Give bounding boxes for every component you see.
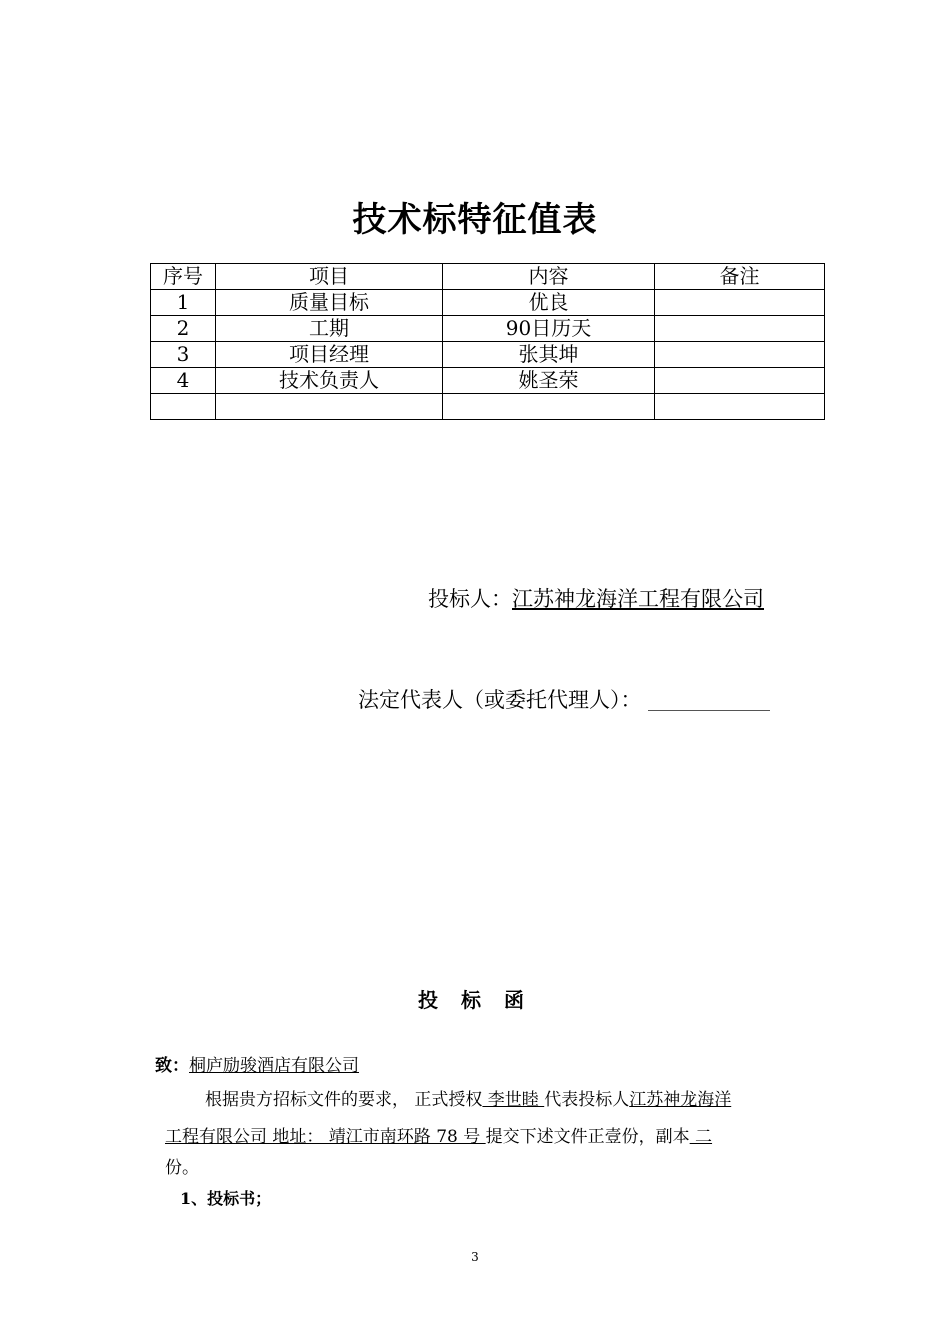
table-row: [151, 394, 825, 420]
header-cell-remarks: 备注: [655, 264, 825, 290]
paragraph-line-2: [165, 1122, 712, 1147]
table-cell: 优良: [443, 290, 655, 316]
header-cell-index: 序号: [151, 264, 216, 290]
header-cell-content: 内容: [443, 264, 655, 290]
copies-count: 二: [689, 1127, 713, 1147]
bidder-line: [428, 583, 764, 613]
table-row: [151, 316, 825, 342]
to-label: 致：: [155, 1056, 189, 1076]
text-run: 提交下述文件正壹份，副本: [485, 1127, 690, 1147]
table-header-row: [151, 264, 825, 290]
table-cell: 质量目标: [216, 290, 443, 316]
table-cell: [655, 316, 825, 342]
table-cell: [216, 394, 443, 420]
table-cell: [655, 394, 825, 420]
table-cell: [655, 342, 825, 368]
paragraph-line-1: [205, 1085, 731, 1110]
table-cell: 1: [151, 290, 216, 316]
table-cell: 项目经理: [216, 342, 443, 368]
company-name-part1: 江苏神龙海洋: [629, 1090, 732, 1110]
table-cell: 工期: [216, 316, 443, 342]
company-name-part2: 工程有限公司 地址： 靖江市南环路 78 号: [165, 1127, 486, 1147]
table-cell: 90日历天: [443, 316, 655, 342]
table-cell: 张其坤: [443, 342, 655, 368]
page-number: 3: [471, 1250, 479, 1264]
letter-title: 投 标 函: [418, 988, 532, 1012]
table-cell: [655, 290, 825, 316]
signature-blank: [648, 692, 770, 711]
authorized-agent: 李世睦: [482, 1090, 545, 1110]
table-row: [151, 368, 825, 394]
page-title: 技术标特征值表: [352, 200, 598, 240]
table-cell: 姚圣荣: [443, 368, 655, 394]
text-run: 代表投标人: [544, 1090, 630, 1110]
table-cell: 技术负责人: [216, 368, 443, 394]
table-cell: 4: [151, 368, 216, 394]
addressee-line: [155, 1051, 359, 1076]
table-cell: 2: [151, 316, 216, 342]
bidder-label: 投标人：: [428, 587, 512, 611]
feature-table: [150, 263, 825, 420]
text-run: 根据贵方招标文件的要求， 正式授权: [205, 1090, 483, 1110]
to-name: 桐庐励骏酒店有限公司: [189, 1056, 359, 1076]
header-cell-item: 项目: [216, 264, 443, 290]
representative-line: [358, 684, 770, 714]
table-cell: [151, 394, 216, 420]
table-row: [151, 290, 825, 316]
bidder-name: 江苏神龙海洋工程有限公司: [512, 587, 764, 611]
table-row: [151, 342, 825, 368]
list-item: 1、投标书；: [180, 1189, 272, 1208]
paragraph-line-3: 份。: [165, 1158, 199, 1178]
table-cell: [655, 368, 825, 394]
table-cell: 3: [151, 342, 216, 368]
table-cell: [443, 394, 655, 420]
representative-label: 法定代表人（或委托代理人）：: [358, 688, 642, 712]
